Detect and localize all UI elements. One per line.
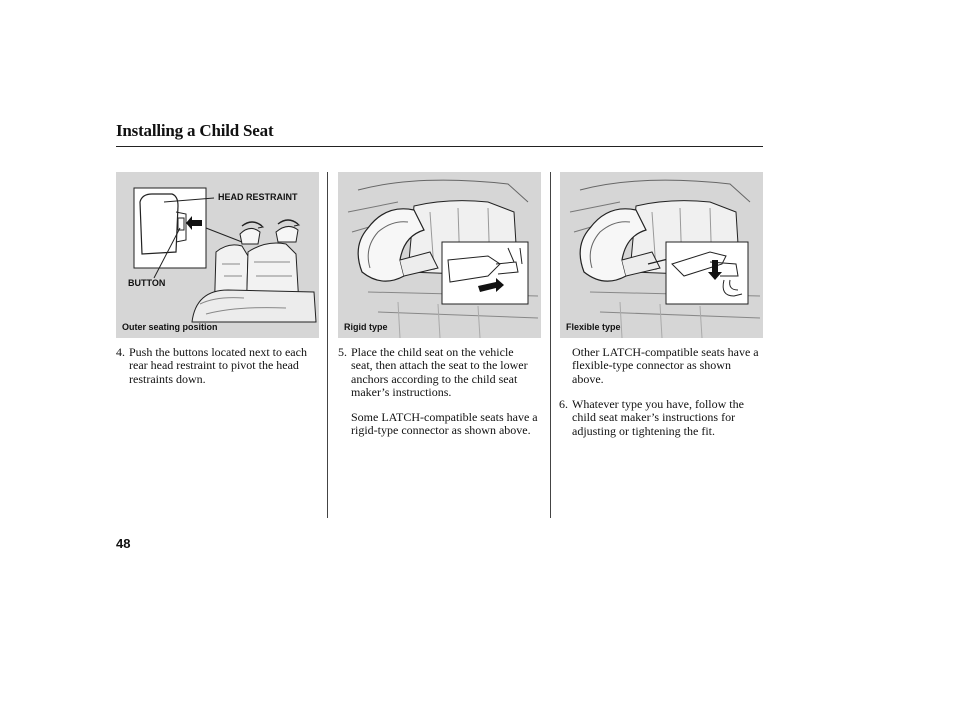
step-number: 5. bbox=[338, 345, 347, 359]
flexible-note bbox=[559, 346, 763, 386]
step-number: 4. bbox=[116, 345, 125, 359]
step-text: Whatever type you have, follow the child seat maker’s instructions for adjusting or tightening the fit. bbox=[572, 397, 744, 438]
callout-button: BUTTON bbox=[128, 278, 166, 288]
figure-caption: Outer seating position bbox=[122, 322, 218, 332]
title-divider bbox=[116, 146, 763, 147]
step-number: 6. bbox=[559, 397, 568, 411]
rigid-note bbox=[338, 411, 538, 438]
step-4 bbox=[116, 346, 316, 386]
column-divider-1 bbox=[327, 172, 328, 518]
figure-flexible-type bbox=[560, 172, 763, 338]
figure-caption: Rigid type bbox=[344, 322, 388, 332]
rigid-connector-illustration bbox=[338, 172, 541, 338]
step-text: Other LATCH-compatible seats have a flexible-type connector as shown above. bbox=[572, 345, 759, 386]
step-text: Some LATCH-compatible seats have a rigid-type connector as shown above. bbox=[351, 410, 538, 438]
step-5 bbox=[338, 346, 538, 400]
figure-caption: Flexible type bbox=[566, 322, 621, 332]
figure-rigid-type bbox=[338, 172, 541, 338]
column-divider-2 bbox=[550, 172, 551, 518]
page-title: Installing a Child Seat bbox=[116, 121, 274, 140]
flexible-connector-illustration bbox=[560, 172, 763, 338]
step-text: Push the buttons located next to each rear head restraint to pivot the head restraints down. bbox=[129, 345, 307, 386]
step-6 bbox=[559, 398, 763, 438]
page-number: 48 bbox=[116, 536, 131, 551]
figure-outer-seating bbox=[116, 172, 319, 338]
step-text: Place the child seat on the vehicle seat, then attach the seat to the lower anchors according to the child seat maker’s instructions. bbox=[351, 345, 528, 400]
callout-head-restraint: HEAD RESTRAINT bbox=[218, 192, 298, 202]
